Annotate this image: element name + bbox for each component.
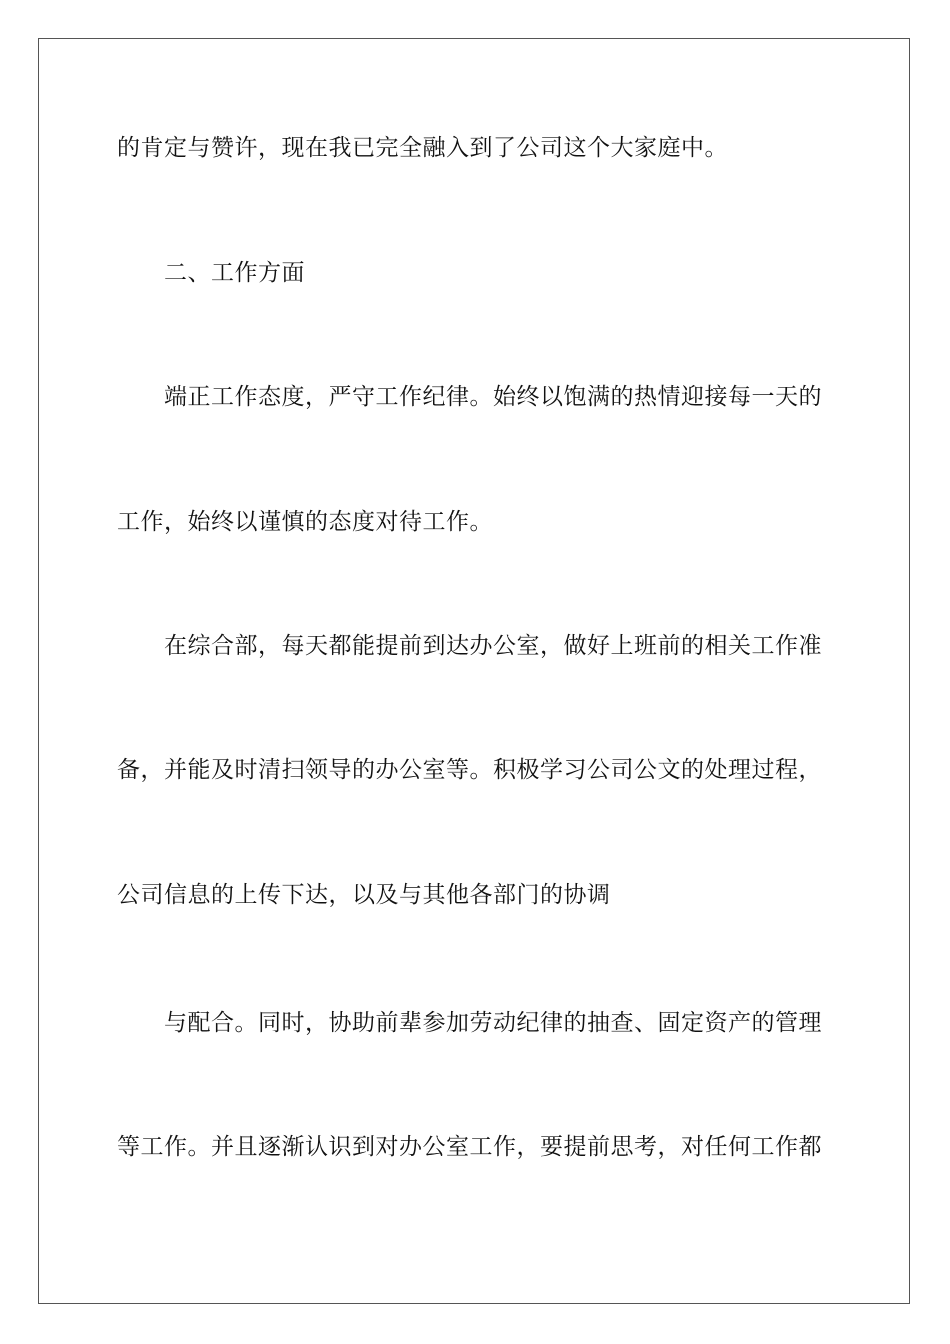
paragraph-line-8: 与配合。同时，协助前辈参加劳动纪律的抽查、固定资产的管理 bbox=[164, 1010, 822, 1036]
paragraph-line-9: 等工作。并且逐渐认识到对办公室工作，要提前思考，对任何工作都 bbox=[117, 1134, 822, 1160]
section-heading-work: 二、工作方面 bbox=[164, 260, 305, 286]
paragraph-line-7: 公司信息的上传下达，以及与其他各部门的协调 bbox=[117, 882, 611, 908]
paragraph-line-3: 端正工作态度，严守工作纪律。始终以饱满的热情迎接每一天的 bbox=[164, 384, 822, 410]
paragraph-line-4: 工作，始终以谨慎的态度对待工作。 bbox=[117, 509, 493, 535]
paragraph-line-1: 的肯定与赞许，现在我已完全融入到了公司这个大家庭中。 bbox=[117, 135, 728, 161]
paragraph-line-5: 在综合部，每天都能提前到达办公室，做好上班前的相关工作准 bbox=[164, 633, 822, 659]
page-border bbox=[38, 38, 910, 1304]
paragraph-line-6: 备，并能及时清扫领导的办公室等。积极学习公司公文的处理过程， bbox=[117, 757, 822, 783]
